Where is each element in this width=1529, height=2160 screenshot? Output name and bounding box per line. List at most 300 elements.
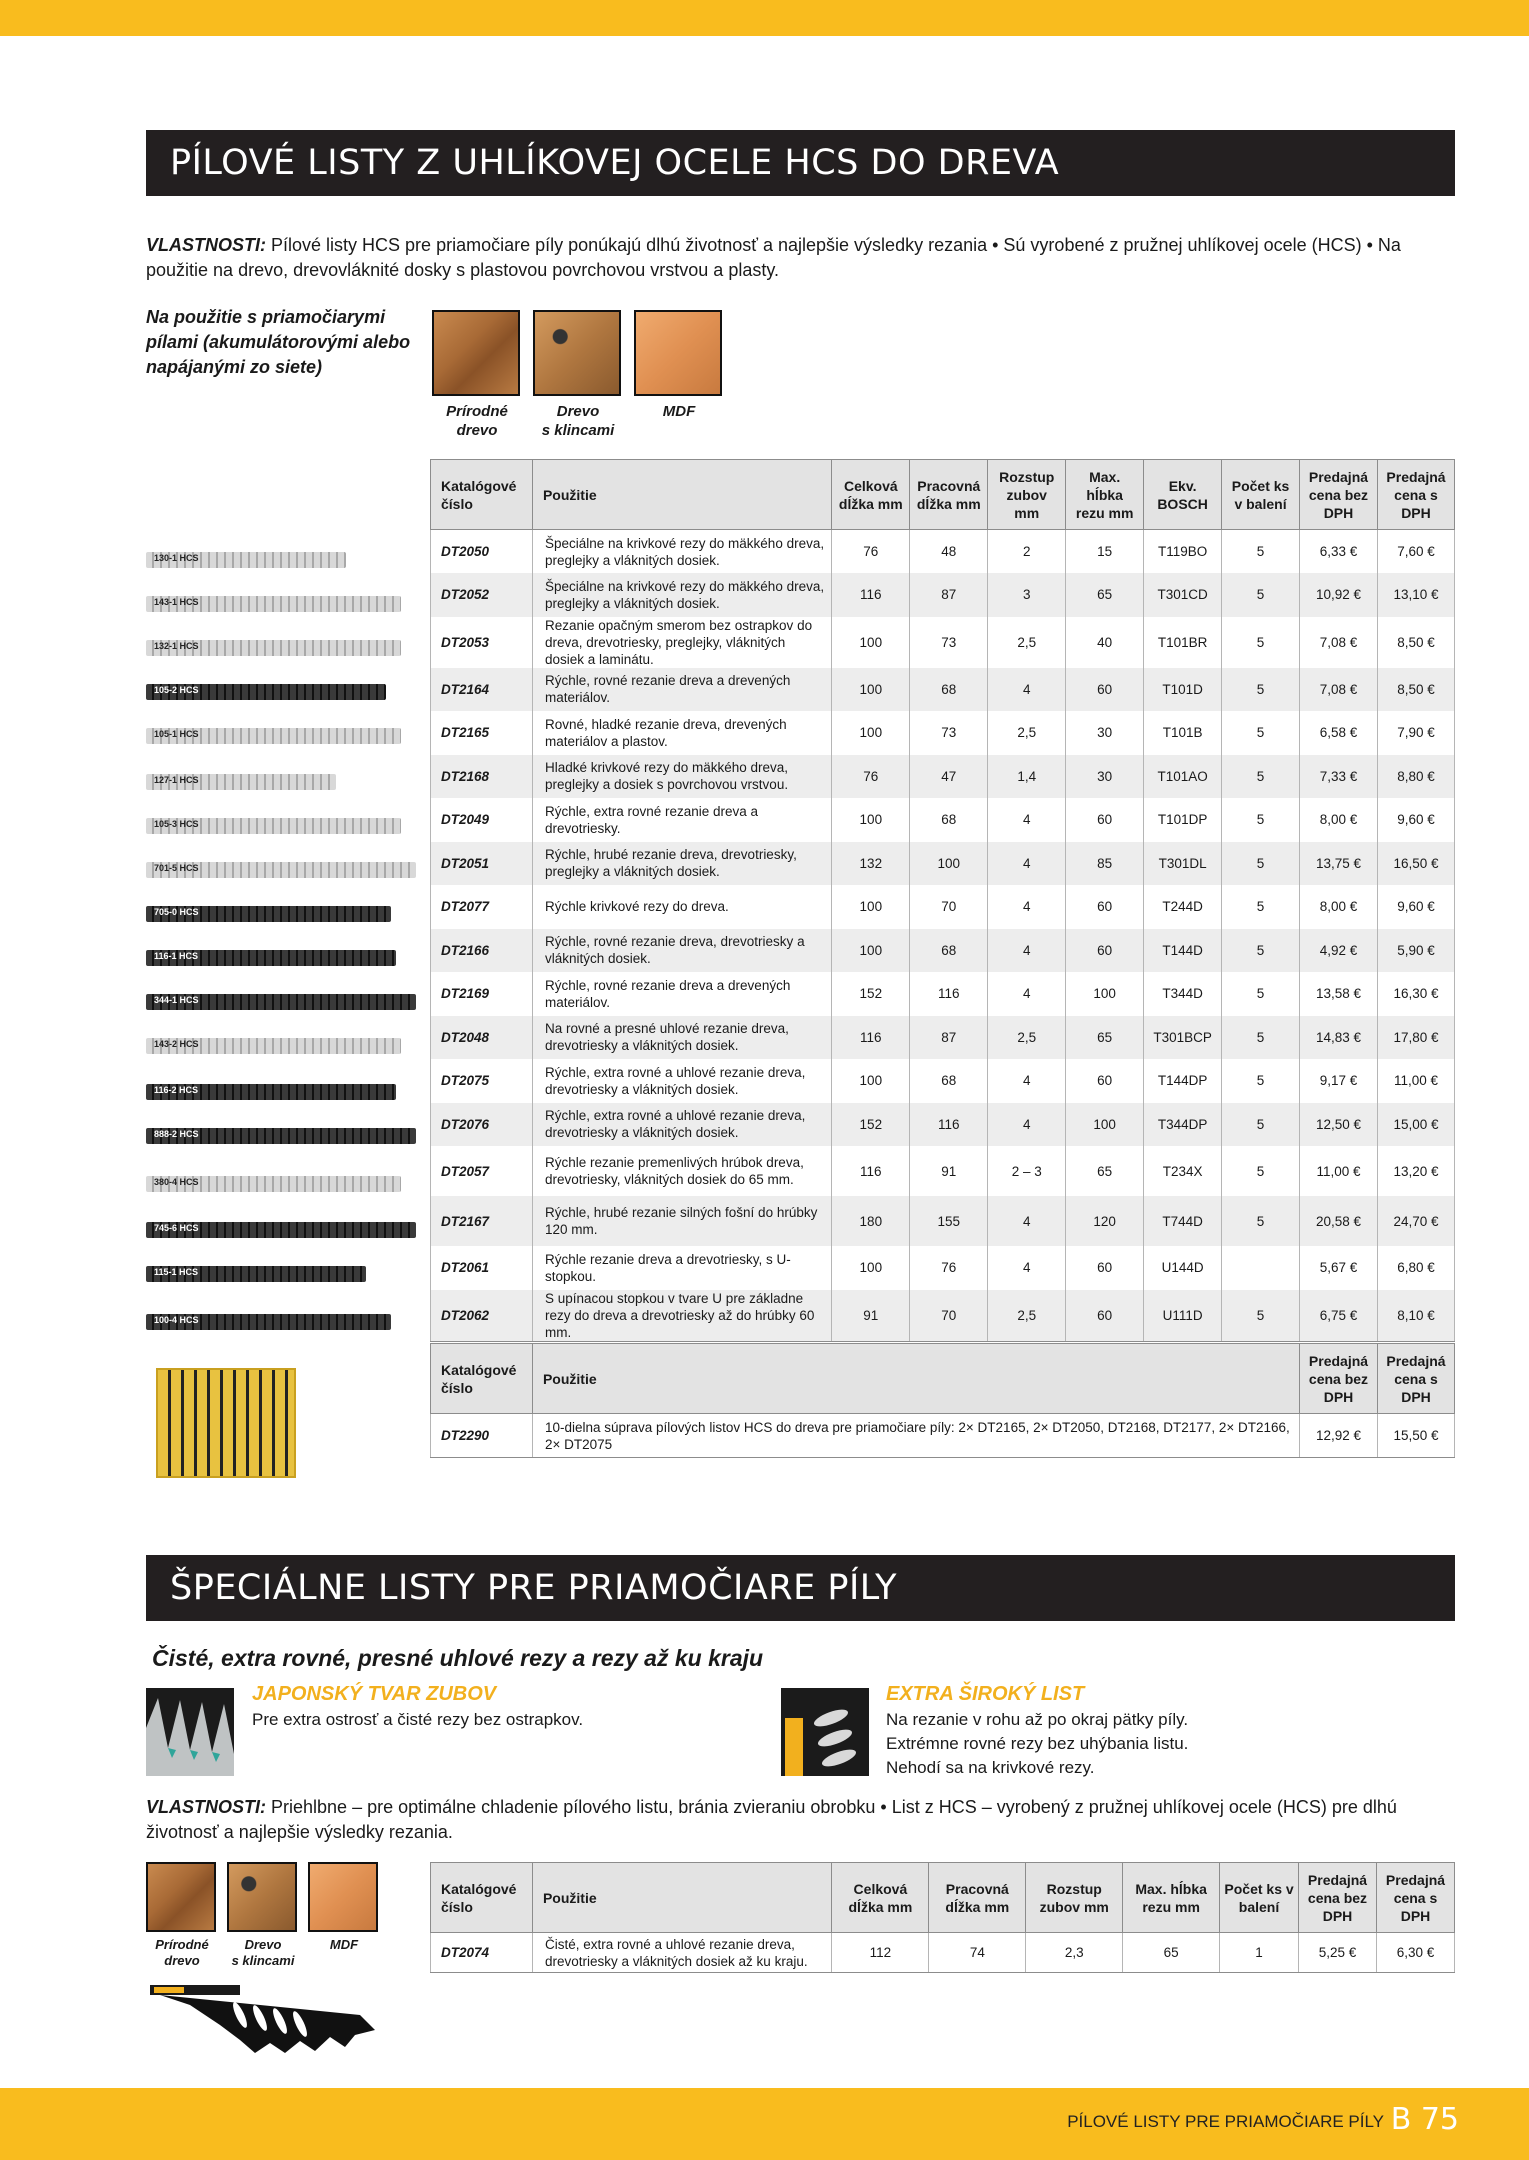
bosch-equivalent: T301BCP [1144,1016,1222,1060]
max-cut-depth: 85 [1066,842,1144,886]
price-net: 6,75 € [1299,1290,1377,1342]
usage-cell: S upínacou stopkou v tvare U pre základne rezy do dreva a drevotriesky až do hrúbky 60 mm. [532,1290,831,1342]
usage-cell: Rýchle, rovné rezanie dreva a drevených materiálov. [532,668,831,712]
price-gross: 6,30 € [1376,1933,1454,1973]
pack-qty: 5 [1222,530,1300,574]
max-cut-depth: 100 [1066,972,1144,1016]
max-cut-depth: 30 [1066,711,1144,755]
table-row [431,1246,1455,1290]
bosch-equivalent: T301DL [1144,842,1222,886]
max-cut-depth: 65 [1123,1933,1220,1973]
col-header: Predajná cena s DPH [1377,460,1454,530]
material-label: Prírodné drevo [155,1937,209,1968]
special-blades-table [430,1862,1455,1973]
col-header: Počet ks v balení [1222,460,1300,530]
japanese-teeth-image [146,1688,234,1776]
max-cut-depth: 65 [1066,1016,1144,1060]
price-gross: 5,90 € [1377,929,1454,973]
blade-image [146,728,401,744]
blade-label: 705-0 HCS [154,907,199,917]
price-net: 6,58 € [1299,711,1377,755]
table-header-row [431,1863,1455,1933]
price-net: 10,92 € [1299,573,1377,617]
usage-cell: Čisté, extra rovné a uhlové rezanie dreva, drevotriesky a vláknitých dosiek až ku kraju. [532,1933,831,1973]
usage-cell: Hladké krivkové rezy do mäkkého dreva, preglejky a dosiek s povrchovou vrstvou. [532,755,831,799]
max-cut-depth: 100 [1066,1103,1144,1147]
nailed-wood-swatch [533,310,621,396]
bosch-equivalent: U144D [1144,1246,1222,1290]
table-row [431,1016,1455,1060]
price-gross: 8,50 € [1377,668,1454,712]
pack-qty: 5 [1222,1103,1300,1147]
price-gross: 16,30 € [1377,972,1454,1016]
mdf-swatch [308,1862,378,1932]
blade-image [146,862,416,878]
natural-wood-swatch [146,1862,216,1932]
col-header: Predajná cena bez DPH [1299,460,1377,530]
price-gross: 8,10 € [1377,1290,1454,1342]
working-length: 100 [910,842,988,886]
material-label: Drevo s klincami [541,403,615,439]
total-length: 100 [832,668,910,712]
pack-qty: 5 [1222,668,1300,712]
blade-label: 100-4 HCS [154,1315,199,1325]
price-net: 6,33 € [1299,530,1377,574]
price-net: 12,92 € [1300,1414,1378,1458]
price-gross: 17,80 € [1377,1016,1454,1060]
table-row [431,755,1455,799]
tooth-pitch: 2,5 [988,711,1066,755]
bosch-equivalent: T744D [1144,1196,1222,1246]
section-title-special: ŠPECIÁLNE LISTY PRE PRIAMOČIARE PÍLY [146,1555,1455,1621]
catalog-number: DT2050 [431,530,533,574]
blade-images [146,540,426,1340]
price-gross: 15,00 € [1377,1103,1454,1147]
material-label: MDF [329,1937,359,1952]
price-gross: 9,60 € [1377,885,1454,929]
catalog-number: DT2074 [431,1933,533,1973]
total-length: 76 [832,755,910,799]
pack-qty: 5 [1222,711,1300,755]
price-gross: 15,50 € [1377,1414,1454,1458]
bosch-equivalent: T344D [1144,972,1222,1016]
blade-label: 105-3 HCS [154,819,199,829]
total-length: 112 [832,1933,929,1973]
working-length: 73 [910,617,988,668]
blade-label: 132-1 HCS [154,641,199,651]
col-header: Pracovná dĺžka mm [929,1863,1026,1933]
max-cut-depth: 60 [1066,668,1144,712]
tooth-pitch: 2,5 [988,1016,1066,1060]
pack-qty: 5 [1222,885,1300,929]
working-length: 87 [910,573,988,617]
properties-body: Priehlbne – pre optimálne chladenie pílového listu, bránia zvieraniu obrobku • List z HCS – vyrobený z pružnej uhlíkovej ocele (HCS) pre dlhú životnosť a najlepšie výsledky rezania. [146,1797,1397,1842]
catalog-number: DT2169 [431,972,533,1016]
blade-image [146,774,336,790]
tooth-pitch: 4 [988,885,1066,929]
blade-image [146,1128,416,1144]
blade-image [146,994,416,1010]
table-row [431,1933,1455,1973]
blade-label: 105-1 HCS [154,729,199,739]
tooth-pitch: 3 [988,573,1066,617]
bosch-equivalent: T101DP [1144,798,1222,842]
price-net: 14,83 € [1299,1016,1377,1060]
total-length: 100 [832,885,910,929]
pack-qty: 5 [1222,755,1300,799]
col-header: Katalógové číslo [431,1344,533,1414]
catalog-number: DT2052 [431,573,533,617]
catalog-number: DT2167 [431,1196,533,1246]
blade-label: 105-2 HCS [154,685,199,695]
catalog-number: DT2053 [431,617,533,668]
col-header: Použitie [532,460,831,530]
table-row [431,798,1455,842]
pack-qty: 1 [1220,1933,1299,1973]
working-length: 47 [910,755,988,799]
working-length: 87 [910,1016,988,1060]
usage-cell: Na rovné a presné uhlové rezanie dreva, drevotriesky a vláknitých dosiek. [532,1016,831,1060]
pack-qty: 5 [1222,573,1300,617]
bosch-equivalent: T101AO [1144,755,1222,799]
tooth-pitch: 4 [988,972,1066,1016]
bosch-equivalent: T144DP [1144,1059,1222,1103]
blade-label: 130-1 HCS [154,553,199,563]
max-cut-depth: 60 [1066,929,1144,973]
tooth-pitch: 2 – 3 [988,1146,1066,1196]
col-header: Max. hĺbka rezu mm [1066,460,1144,530]
tooth-pitch: 1,4 [988,755,1066,799]
wide-blade-product-image [150,1985,375,2055]
tooth-pitch: 4 [988,1059,1066,1103]
blade-label: 701-5 HCS [154,863,199,873]
table-row [431,1146,1455,1196]
table-row [431,617,1455,668]
col-header: Ekv. BOSCH [1144,460,1222,530]
blade-label: 344-1 HCS [154,995,199,1005]
table-row [431,842,1455,886]
max-cut-depth: 120 [1066,1196,1144,1246]
usage-cell: Rýchle rezanie premenlivých hrúbok dreva, drevotriesky, vláknitých dosiek do 65 mm. [532,1146,831,1196]
col-header: Katalógové číslo [431,460,533,530]
tooth-pitch: 4 [988,929,1066,973]
price-gross: 13,20 € [1377,1146,1454,1196]
working-length: 116 [910,972,988,1016]
catalog-number: DT2290 [431,1414,533,1458]
total-length: 116 [832,1146,910,1196]
blade-image [146,640,401,656]
price-gross: 9,60 € [1377,798,1454,842]
total-length: 100 [832,1059,910,1103]
table-row [431,1414,1455,1458]
pack-qty: 5 [1222,929,1300,973]
total-length: 76 [832,530,910,574]
bosch-equivalent: T119BO [1144,530,1222,574]
blade-set-table [430,1343,1455,1458]
catalog-number: DT2164 [431,668,533,712]
price-gross: 7,60 € [1377,530,1454,574]
catalog-number: DT2077 [431,885,533,929]
bosch-equivalent: T144D [1144,929,1222,973]
tooth-pitch: 4 [988,1103,1066,1147]
section-subtitle: Čisté, extra rovné, presné uhlové rezy a rezy až ku kraju [152,1645,764,1671]
bosch-equivalent: T301CD [1144,573,1222,617]
catalog-number: DT2061 [431,1246,533,1290]
col-header: Pracovná dĺžka mm [910,460,988,530]
price-net: 4,92 € [1299,929,1377,973]
col-header: Rozstup zubov mm [988,460,1066,530]
footer-section-name: PÍLOVÉ LISTY PRE PRIAMOČIARE PÍLY [1067,2112,1384,2131]
catalog-number: DT2051 [431,842,533,886]
price-net: 11,00 € [1299,1146,1377,1196]
working-length: 73 [910,711,988,755]
working-length: 70 [910,885,988,929]
blade-image [146,684,386,700]
usage-cell: Rýchle krivkové rezy do dreva. [532,885,831,929]
working-length: 74 [929,1933,1026,1973]
max-cut-depth: 40 [1066,617,1144,668]
blade-image [146,1314,391,1330]
table-row [431,1103,1455,1147]
page-number: B 75 [1390,2102,1459,2137]
price-net: 8,00 € [1299,798,1377,842]
working-length: 76 [910,1246,988,1290]
total-length: 100 [832,929,910,973]
blade-label: 745-6 HCS [154,1223,199,1233]
total-length: 91 [832,1290,910,1342]
blade-image [146,1176,401,1192]
blade-label: 143-2 HCS [154,1039,199,1049]
tooth-pitch: 2 [988,530,1066,574]
table-row [431,668,1455,712]
nailed-wood-swatch [227,1862,297,1932]
pack-qty: 5 [1222,842,1300,886]
col-header: Celková dĺžka mm [832,460,910,530]
blade-label: 115-1 HCS [154,1267,199,1277]
blade-image [146,1084,396,1100]
blade-image [146,1038,401,1054]
price-gross: 6,80 € [1377,1246,1454,1290]
price-net: 13,58 € [1299,972,1377,1016]
working-length: 155 [910,1196,988,1246]
working-length: 68 [910,668,988,712]
feature-title: JAPONSKÝ TVAR ZUBOV [252,1683,497,1705]
usage-cell: 10-dielna súprava pílových listov HCS do dreva pre priamočiare píly: 2× DT2165, 2× DT2050, DT2168, DT2177, 2× DT2166, 2× DT2075 [532,1414,1299,1458]
price-net: 12,50 € [1299,1103,1377,1147]
total-length: 100 [832,1246,910,1290]
col-header: Použitie [532,1863,831,1933]
max-cut-depth: 60 [1066,885,1144,929]
price-net: 20,58 € [1299,1196,1377,1246]
blade-label: 143-1 HCS [154,597,199,607]
tooth-pitch: 4 [988,668,1066,712]
working-length: 68 [910,1059,988,1103]
pack-qty: 5 [1222,1290,1300,1342]
catalog-number: DT2075 [431,1059,533,1103]
price-net: 5,67 € [1299,1246,1377,1290]
pack-qty: 5 [1222,1016,1300,1060]
bosch-equivalent: T234X [1144,1146,1222,1196]
table-row [431,1196,1455,1246]
use-note: Na použitie s priamočiarymi pílami (akumulátorovými alebo napájanými zo siete) [146,307,411,377]
bosch-equivalent: T101BR [1144,617,1222,668]
price-gross: 7,90 € [1377,711,1454,755]
col-header: Katalógové číslo [431,1863,533,1933]
material-label: Drevo s klincami [231,1937,295,1968]
blade-image [146,1266,366,1282]
table-row [431,1059,1455,1103]
col-header: Max. hĺbka rezu mm [1123,1863,1220,1933]
blade-image [146,596,401,612]
properties-text [146,1795,1456,1845]
properties-body: Pílové listy HCS pre priamočiare píly ponúkajú dlhú životnosť a najlepšie výsledky rezania • Sú vyrobené z pružnej uhlíkovej ocele (HCS) • Na použitie na drevo, drevovláknité dosky s plastovou povrchovou vrstvou a plasty. [146,235,1401,280]
usage-cell: Rýchle rezanie dreva a drevotriesky, s U-stopkou. [532,1246,831,1290]
tooth-pitch: 4 [988,842,1066,886]
catalog-number: DT2166 [431,929,533,973]
max-cut-depth: 65 [1066,573,1144,617]
working-length: 91 [910,1146,988,1196]
working-length: 68 [910,798,988,842]
usage-cell: Rýchle, extra rovné a uhlové rezanie dreva, drevotriesky a vláknitých dosiek. [532,1059,831,1103]
natural-wood-swatch [432,310,520,396]
col-header: Predajná cena s DPH [1377,1344,1454,1414]
catalog-number: DT2168 [431,755,533,799]
max-cut-depth: 60 [1066,1246,1144,1290]
pack-qty: 5 [1222,798,1300,842]
max-cut-depth: 60 [1066,798,1144,842]
col-header: Počet ks v balení [1220,1863,1299,1933]
usage-cell: Rýchle, hrubé rezanie silných fošní do hrúbky 120 mm. [532,1196,831,1246]
hcs-blades-table [430,459,1455,1342]
tooth-pitch: 2,5 [988,617,1066,668]
working-length: 70 [910,1290,988,1342]
total-length: 132 [832,842,910,886]
price-gross: 8,80 € [1377,755,1454,799]
catalog-number: DT2062 [431,1290,533,1342]
price-gross: 11,00 € [1377,1059,1454,1103]
price-gross: 24,70 € [1377,1196,1454,1246]
price-net: 9,17 € [1299,1059,1377,1103]
tooth-pitch: 2,3 [1026,1933,1123,1973]
table-row [431,711,1455,755]
price-net: 7,33 € [1299,755,1377,799]
table-row [431,573,1455,617]
blade-label: 116-2 HCS [154,1085,199,1095]
col-header: Predajná cena bez DPH [1300,1344,1378,1414]
total-length: 116 [832,573,910,617]
usage-cell: Špeciálne na krivkové rezy do mäkkého dreva, preglejky a vláknitých dosiek. [532,530,831,574]
bosch-equivalent: T344DP [1144,1103,1222,1147]
top-accent-bar [0,0,1529,36]
table-row [431,972,1455,1016]
usage-cell: Špeciálne na krivkové rezy do mäkkého dreva, preglejky a vláknitých dosiek. [532,573,831,617]
blade-image [146,906,391,922]
usage-cell: Rýchle, hrubé rezanie dreva, drevotriesky, preglejky a vláknitých dosiek. [532,842,831,886]
blade-label: 127-1 HCS [154,775,199,785]
total-length: 180 [832,1196,910,1246]
working-length: 48 [910,530,988,574]
pack-qty: 5 [1222,1146,1300,1196]
price-net: 13,75 € [1299,842,1377,886]
price-net: 7,08 € [1299,668,1377,712]
col-header: Použitie [532,1344,1299,1414]
working-length: 68 [910,929,988,973]
max-cut-depth: 65 [1066,1146,1144,1196]
blade-image [146,1222,416,1238]
bosch-equivalent: T101D [1144,668,1222,712]
max-cut-depth: 60 [1066,1290,1144,1342]
col-header: Rozstup zubov mm [1026,1863,1123,1933]
price-net: 5,25 € [1299,1933,1377,1973]
total-length: 152 [832,972,910,1016]
total-length: 100 [832,617,910,668]
table-row [431,929,1455,973]
blade-label: 380-4 HCS [154,1177,199,1187]
usage-cell: Rýchle, rovné rezanie dreva a drevených materiálov. [532,972,831,1016]
properties-label: VLASTNOSTI: [146,235,266,255]
pack-qty: 5 [1222,1059,1300,1103]
catalog-number: DT2049 [431,798,533,842]
total-length: 100 [832,711,910,755]
catalog-number: DT2165 [431,711,533,755]
blade-set-pack-image [156,1368,296,1478]
table-row [431,885,1455,929]
blade-label: 116-1 HCS [154,951,199,961]
catalog-number: DT2048 [431,1016,533,1060]
usage-cell: Rýchle, extra rovné a uhlové rezanie dreva, drevotriesky a vláknitých dosiek. [532,1103,831,1147]
tooth-pitch: 4 [988,798,1066,842]
price-gross: 8,50 € [1377,617,1454,668]
table-header-row [431,460,1455,530]
usage-cell: Rovné, hladké rezanie dreva, drevených materiálov a plastov. [532,711,831,755]
catalog-number: DT2076 [431,1103,533,1147]
pack-qty: 5 [1222,1196,1300,1246]
catalog-number: DT2057 [431,1146,533,1196]
col-header: Predajná cena s DPH [1376,1863,1454,1933]
usage-cell: Rýchle, rovné rezanie dreva, drevotriesky a vláknitých dosiek. [532,929,831,973]
mdf-swatch [634,310,722,396]
price-gross: 13,10 € [1377,573,1454,617]
pack-qty: 5 [1222,972,1300,1016]
pack-qty: 5 [1222,617,1300,668]
material-label: MDF [662,403,696,420]
tooth-pitch: 4 [988,1196,1066,1246]
section-title-hcs: PÍLOVÉ LISTY Z UHLÍKOVEJ OCELE HCS DO DREVA [146,130,1455,196]
col-header: Celková dĺžka mm [832,1863,929,1933]
blade-image [146,552,346,568]
tooth-pitch: 4 [988,1246,1066,1290]
bosch-equivalent: T101B [1144,711,1222,755]
usage-cell: Rýchle, extra rovné rezanie dreva a drevotriesky. [532,798,831,842]
properties-text [146,233,1456,283]
price-net: 8,00 € [1299,885,1377,929]
feature-text: Na rezanie v rohu až po okraj pätky píly. Extrémne rovné rezy bez uhýbania listu. Nehodí sa na krivkové rezy. [886,1710,1189,1777]
pack-qty [1222,1246,1300,1290]
price-net: 7,08 € [1299,617,1377,668]
bosch-equivalent: U111D [1144,1290,1222,1342]
feature-title: EXTRA ŠIROKÝ LIST [886,1683,1085,1705]
blade-image [146,818,401,834]
properties-label: VLASTNOSTI: [146,1797,266,1817]
table-header-row [431,1344,1455,1414]
price-gross: 16,50 € [1377,842,1454,886]
working-length: 116 [910,1103,988,1147]
material-label: Prírodné drevo [446,403,508,439]
feature-text: Pre extra ostrosť a čisté rezy bez ostrapkov. [252,1710,584,1729]
usage-cell: Rezanie opačným smerom bez ostrapkov do dreva, drevotriesky, preglejky, vláknitých dosiek a laminátu. [532,617,831,668]
table-row [431,1290,1455,1342]
wide-blade-image [781,1688,869,1776]
